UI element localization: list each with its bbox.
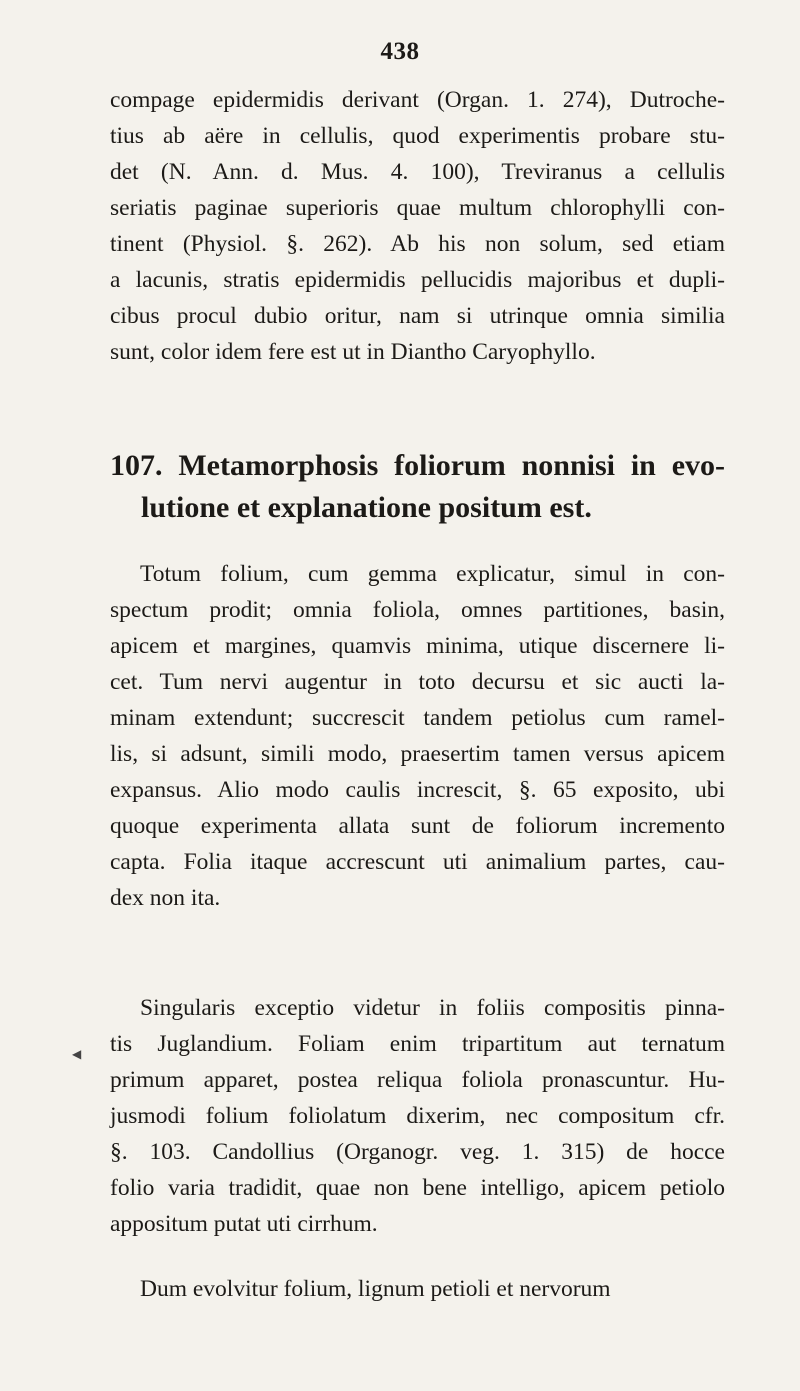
text-line: cibus procul dubio oritur, nam si utrinque omnia similia: [110, 303, 725, 329]
text-line: expansus. Alio modo caulis increscit, §. 65 exposito, ubi: [110, 777, 725, 803]
text-line: appositum putat uti cirrhum.: [110, 1211, 378, 1237]
text-line: seriatis paginae superioris quae multum chlorophylli con-: [110, 195, 725, 221]
text-line: primum apparet, postea reliqua foliola pronascuntur. Hu-: [110, 1067, 725, 1093]
intro-paragraph: [110, 82, 725, 370]
text-line: tinent (Physiol. §. 262). Ab his non solum, sed etiam: [110, 231, 725, 257]
paragraph-3: [110, 1271, 725, 1307]
paragraph-1: [110, 556, 725, 916]
heading-line: lutione et explanatione positum est.: [141, 491, 592, 524]
section-heading: [110, 445, 725, 529]
text-line: cet. Tum nervi augentur in toto decursu et sic aucti la-: [110, 669, 725, 695]
text-line: capta. Folia itaque accrescunt uti animalium partes, cau-: [110, 849, 725, 875]
text-line: minam extendunt; succrescit tandem petiolus cum ramel-: [110, 705, 725, 731]
paragraph-2: [110, 990, 725, 1242]
text-line: quoque experimenta allata sunt de foliorum incremento: [110, 813, 725, 839]
text-line: Totum folium, cum gemma explicatur, simul in con-: [140, 561, 725, 587]
text-line: §. 103. Candollius (Organogr. veg. 1. 315) de hocce: [110, 1139, 725, 1165]
text-line: spectum prodit; omnia foliola, omnes partitiones, basin,: [110, 597, 725, 623]
text-line: folio varia tradidit, quae non bene intelligo, apicem petiolo: [110, 1175, 725, 1201]
text-line: sunt, color idem fere est ut in Diantho Caryophyllo.: [110, 339, 596, 365]
text-line: a lacunis, stratis epidermidis pellucidis majoribus et dupli-: [110, 267, 725, 293]
text-line: dex non ita.: [110, 885, 221, 911]
text-line: lis, si adsunt, simili modo, praesertim tamen versus apicem: [110, 741, 725, 767]
heading-line: 107. Metamorphosis foliorum nonnisi in evo-: [110, 449, 725, 482]
text-line: det (N. Ann. d. Mus. 4. 100), Treviranus a cellulis: [110, 159, 725, 185]
text-line: Singularis exceptio videtur in foliis compositis pinna-: [140, 995, 725, 1021]
text-line: Dum evolvitur folium, lignum petioli et nervorum: [140, 1276, 611, 1302]
text-line: tis Juglandium. Foliam enim tripartitum aut ternatum: [110, 1031, 725, 1057]
text-line: apicem et margines, quamvis minima, utique discernere li-: [110, 633, 725, 659]
margin-mark: ◀: [72, 1047, 82, 1061]
text-line: tius ab aëre in cellulis, quod experimentis probare stu-: [110, 123, 725, 149]
text-line: jusmodi folium foliolatum dixerim, nec compositum cfr.: [110, 1103, 725, 1129]
page-number: 438: [380, 38, 420, 65]
text-line: compage epidermidis derivant (Organ. 1. 274), Dutroche-: [110, 87, 725, 113]
